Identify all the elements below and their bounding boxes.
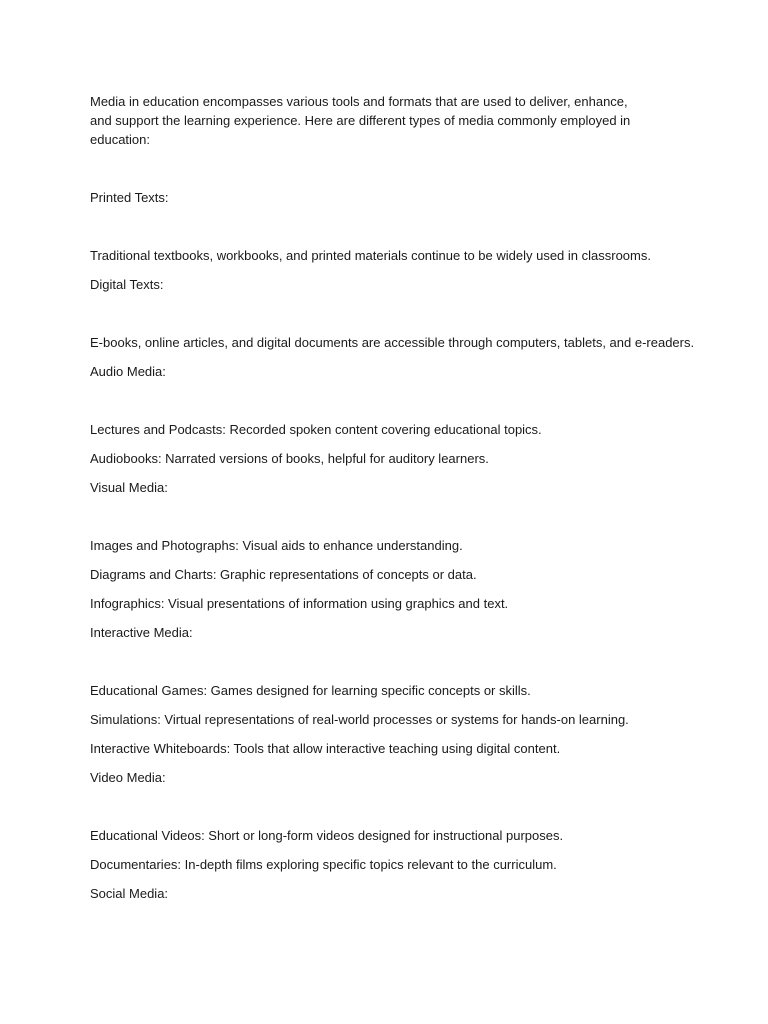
list-item: Educational Games: Games designed for learning specific concepts or skills. <box>90 683 531 698</box>
section-heading: Visual Media: <box>90 480 168 495</box>
list-item: Audiobooks: Narrated versions of books, helpful for auditory learners. <box>90 451 489 466</box>
list-item: Educational Videos: Short or long-form videos designed for instructional purposes. <box>90 828 564 843</box>
list-item: Simulations: Virtual representations of real-world processes or systems for hands-on learning. <box>90 712 629 727</box>
section-heading: Interactive Media: <box>90 625 193 640</box>
section-heading: Video Media: <box>90 770 166 785</box>
section-heading: Printed Texts: <box>90 190 169 205</box>
section-audio-media <box>90 362 690 468</box>
section-heading: Social Media: <box>90 886 169 901</box>
section-heading: Audio Media: <box>90 364 166 379</box>
list-item: E-books, online articles, and digital documents are accessible through computers, tablets, and e-readers. <box>90 335 695 350</box>
list-item: Lectures and Podcasts: Recorded spoken content covering educational topics. <box>90 422 542 437</box>
document-body <box>90 92 695 942</box>
list-item: Traditional textbooks, workbooks, and printed materials continue to be widely used in classrooms. <box>90 248 651 263</box>
section-video-media <box>90 768 690 874</box>
section-interactive-media <box>90 623 690 758</box>
section-digital-texts <box>90 275 695 352</box>
section-social-media <box>90 884 690 903</box>
list-item: Infographics: Visual presentations of information using graphics and text. <box>90 596 509 611</box>
intro-paragraph: Media in education encompasses various tools and formats that are used to deliver, enhance, and support the learning experience. Here are different types of media commonly employed in education: <box>90 94 631 147</box>
section-printed-texts <box>90 188 690 265</box>
list-item: Diagrams and Charts: Graphic representations of concepts or data. <box>90 567 477 582</box>
section-heading: Digital Texts: <box>90 277 164 292</box>
list-item: Documentaries: In-depth films exploring specific topics relevant to the curriculum. <box>90 857 557 872</box>
list-item: Images and Photographs: Visual aids to enhance understanding. <box>90 538 463 553</box>
section-visual-media <box>90 478 690 613</box>
list-item: Interactive Whiteboards: Tools that allow interactive teaching using digital content. <box>90 741 561 756</box>
